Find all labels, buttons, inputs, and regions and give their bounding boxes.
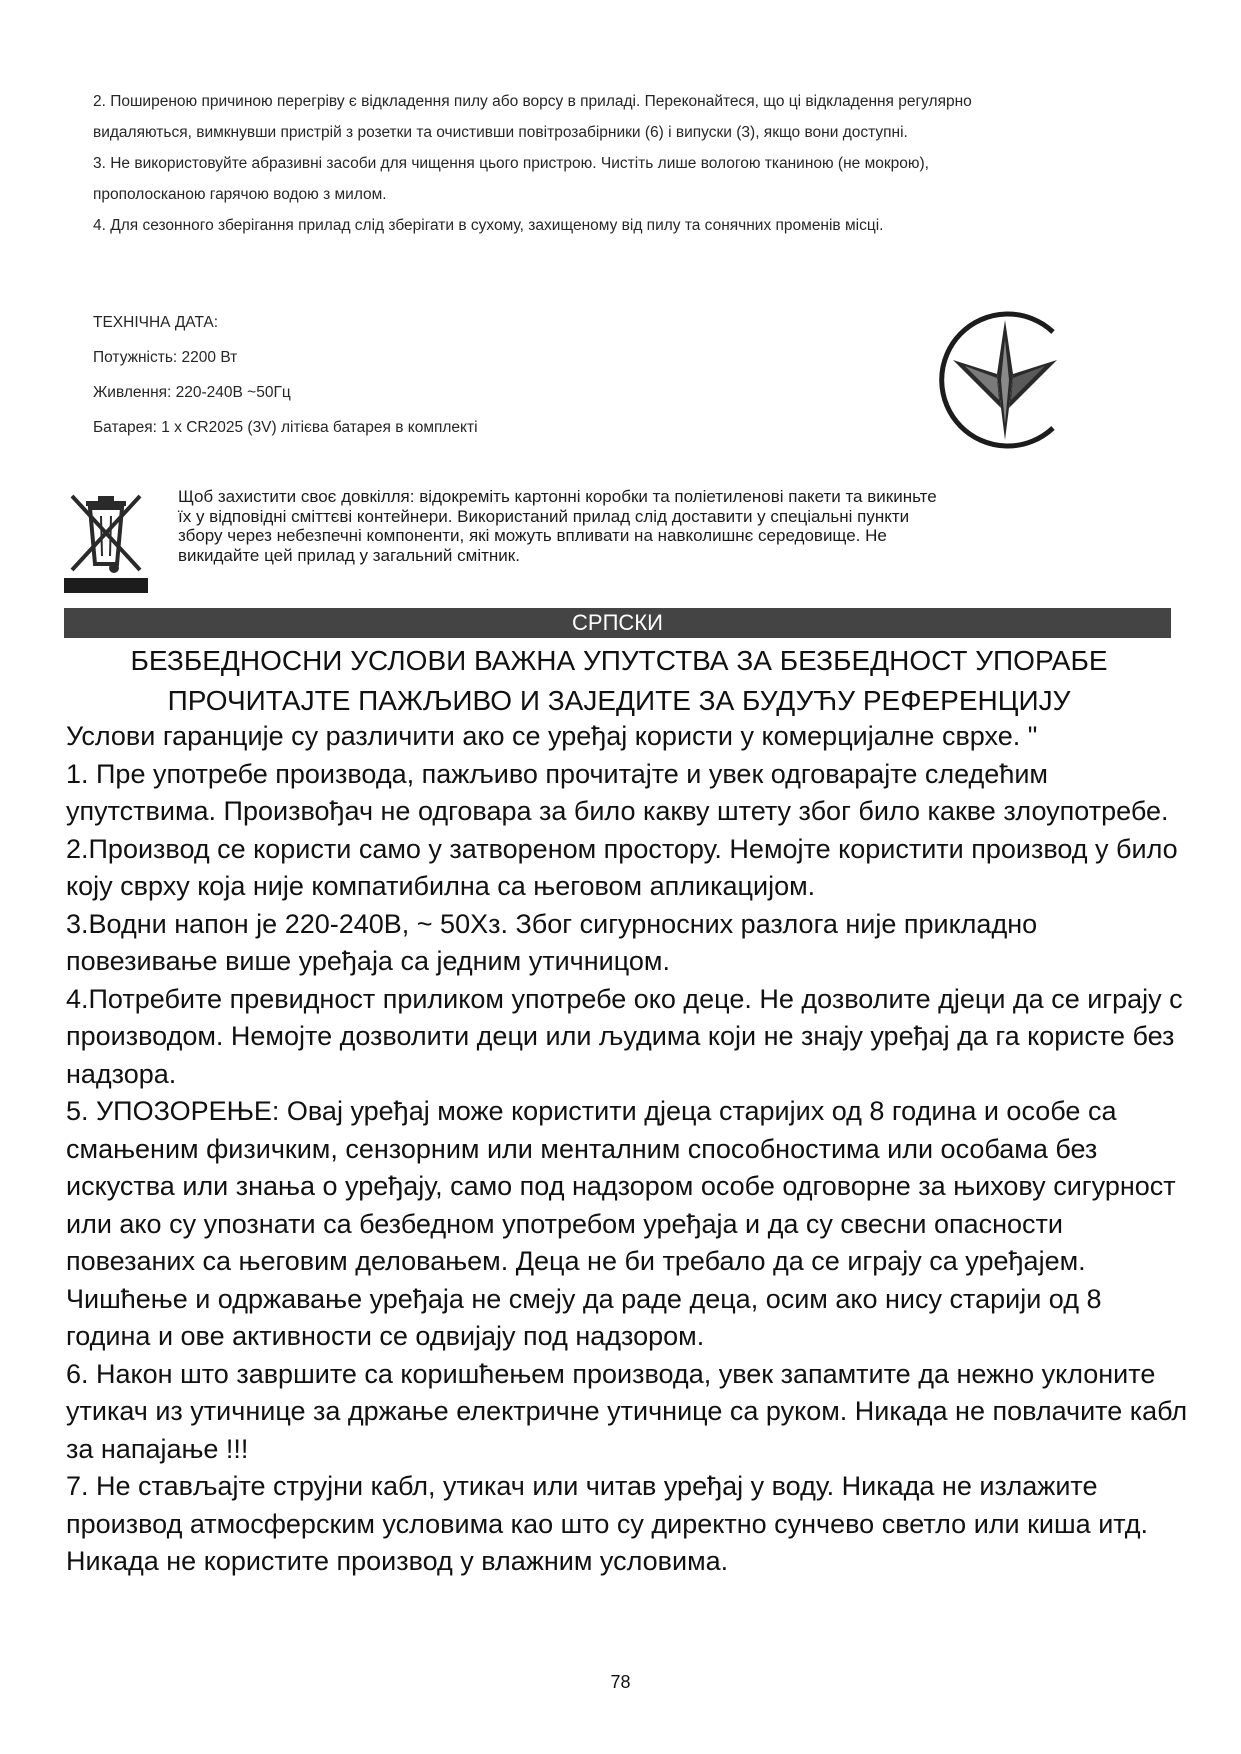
care-line: 3. Не використовуйте абразивні засоби для чищення цього пристрою. Чистіть лише вологою тканиною (не мокрою), <box>93 155 929 172</box>
notice-line: Щоб захистити своє довкілля: відокреміть картонні коробки та поліетиленові пакети та викиньте <box>178 487 937 506</box>
care-line: 4. Для сезонного зберігання прилад слід зберігати в сухому, захищеному від пилу та сонячних променів місці. <box>93 217 884 234</box>
instruction-item: 6. Након што завршите са коришћењем производа, увек запамтите да нежно уклоните утикач из утичнице за држање електричне утичнице са руком. Никада не повлачите кабл за напајање !!! <box>66 1358 1188 1464</box>
heading-line: БЕЗБЕДНОСНИ УСЛОВИ ВАЖНА УПУТСТВА ЗА БЕЗБЕДНОСТ УПОРАБЕ <box>130 645 1108 676</box>
instruction-item: 7. Не стављајте струјни кабл, утикач или читав уређај у воду. Никада не излажите производ атмосферским условима као што су директно сунчево светло или киша итд. Никада не користите производ у влажним условима. <box>66 1471 1149 1576</box>
instruction-item: 4.Потребите превидност приликом употребе око деце. Не дозволите дјеци да се играју с производом. Немојте дозволити деци или људима који не знају уређај да га користе без надзора. <box>66 983 1183 1089</box>
notice-line: збору через небезпечні компоненти, які можуть впливати на навколишнє середовище. Не <box>178 526 887 545</box>
power-spec: Потужність: 2200 Вт <box>93 349 238 366</box>
language-section-bar: СРПСКИ <box>64 608 1171 638</box>
notice-line: їх у відповідні сміттєві контейнери. Використаний прилад слід доставити у спеціальні пункти <box>178 506 910 526</box>
technical-data-heading: ТЕХНІЧНА ДАТА: <box>93 314 219 331</box>
notice-line: викидайте цей прилад у загальний смітник. <box>178 545 520 565</box>
instruction-item: 3.Водни напон је 220-240В, ~ 50Хз. Због сигурносних разлога није прикладно повезивање више уређаја са једним утичницом. <box>66 908 1038 976</box>
battery-spec: Батарея: 1 x CR2025 (3V) літієва батарея в комплекті <box>93 419 478 436</box>
instruction-item: 1. Пре употребе производа, пажљиво прочитајте и увек одговарајте следећим упутствима. Произвођач не одговара за било какву штету због било какве злоупотребе. <box>66 758 1169 826</box>
page-number: 78 <box>610 1672 631 1692</box>
warranty-note: Услови гаранције су различити ако се уређај користи у комерцијалне сврхе. " <box>66 721 1038 751</box>
instruction-item: 5. УПОЗОРЕЊЕ: Овај уређај може користити дјеца старијих од 8 година и особе са смањеним физичким, сензорним или менталним способностима или особама без искуства или знања о уређају, само под надзором особе одговорне за њихову сигурност или ако су упознати са безбедном употребом уређаја и да су свесни опасности повезаних са његовим деловањем. Деца не би требало да се играју са уређајем. Чишћење и одржавање уређаја не смеју да раде деца, осим ако нису старији од 8 година и ове активности се одвијају под надзором. <box>66 1096 1176 1351</box>
ukrainian-conformity-mark-icon <box>935 300 1075 460</box>
safety-instructions <box>66 718 1191 1581</box>
care-line: видаляються, вимкнувши пристрій з розетки та очистивши повітрозабірники (6) і випуски (3), якщо вони доступні. <box>93 124 908 141</box>
heading-line: ПРОЧИТАЈТЕ ПАЖЉИВО И ЗАЈЕДИТЕ ЗА БУДУЋУ РЕФЕРЕНЦИЈУ <box>167 685 1071 716</box>
section-heading <box>64 641 1174 721</box>
care-line: 2. Поширеною причиною перегріву є відкладення пилу або ворсу в приладі. Переконайтеся, що ці відкладення регулярно <box>93 93 972 110</box>
weee-disposal-notice <box>178 487 1188 565</box>
instruction-item: 2.Производ се користи само у затвореном простору. Немојте користити производ у било коју сврху која није компатибилна са његовом апликацијом. <box>66 833 1178 901</box>
supply-spec: Живлення: 220-240В ~50Гц <box>93 384 291 401</box>
crossed-out-bin-icon <box>64 488 148 593</box>
ukrainian-care-instructions <box>93 86 1173 241</box>
technical-data <box>93 305 713 445</box>
care-line: прополосканою гарячою водою з милом. <box>93 186 387 203</box>
